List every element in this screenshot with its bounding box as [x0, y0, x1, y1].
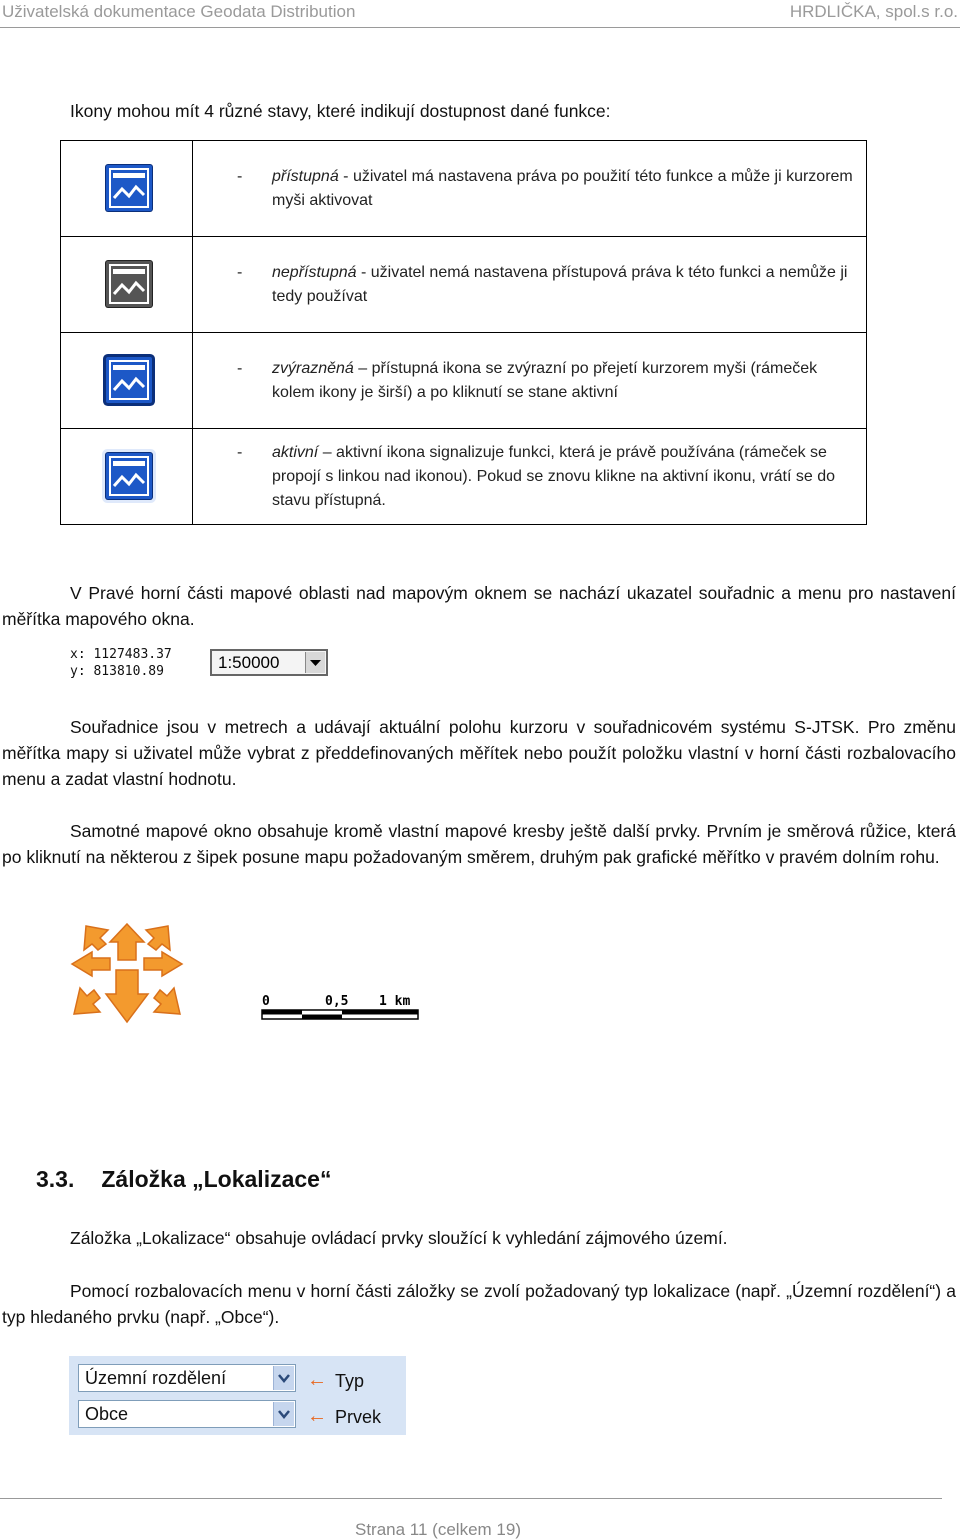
bullet-dash: - — [237, 359, 243, 377]
state-desc: - uživatel nemá nastavena přístupová práva k této funkci a nemůže ji tedy používat — [272, 263, 848, 305]
state-description — [272, 165, 858, 213]
type-label: Typ — [335, 1371, 365, 1391]
arrow-down-right-icon — [154, 988, 180, 1014]
scale-label-1km: 1 km — [379, 994, 411, 1009]
bullet-dash: - — [237, 443, 243, 461]
state-row — [61, 237, 867, 333]
chart-icon-unavailable — [106, 261, 152, 307]
arrow-left-icon — [72, 952, 110, 976]
chart-icon-active — [106, 453, 152, 499]
scale-select-value: 1:50000 — [218, 653, 280, 672]
state-text-cell — [193, 429, 867, 525]
direction-rose[interactable] — [70, 922, 184, 1029]
type-select-value: Územní rozdělení — [85, 1368, 227, 1388]
lokalizace-paragraph-2: Pomocí rozbalovacích menu v horní části záložky se zvolí požadovaný typ lokalizace (např. „Územní rozdělení“) a typ hledaného prvku (např. „Obce“). — [2, 1281, 956, 1327]
state-name: aktivní — [272, 443, 319, 461]
chevron-down-icon[interactable] — [273, 1366, 294, 1390]
type-select[interactable] — [78, 1364, 296, 1392]
state-text-cell — [193, 141, 867, 237]
state-row — [61, 141, 867, 237]
coords-paragraph: V Pravé horní části mapové oblasti nad mapovým oknem se nachází ukazatel souřadnic a menu pro nastavení měřítka mapového okna. — [2, 583, 956, 629]
section-heading — [36, 1166, 331, 1193]
state-text-cell — [193, 237, 867, 333]
state-icon-cell — [61, 141, 193, 237]
arrow-right-icon — [144, 952, 182, 976]
arrow-left-icon: ← — [307, 1369, 327, 1391]
coord-x: x: 1127483.37 — [70, 647, 172, 662]
bullet-dash: - — [237, 167, 243, 185]
units-paragraph: Souřadnice jsou v metrech a udávají aktuální polohu kurzoru v souřadnicovém systému S-JTSK. Pro změnu měřítka mapy si uživatel může vybrat z předdefinovaných měřítek nebo použít položku vlastní v horní části rozbalovacího menu a zadat vlastní hodnotu. — [2, 717, 956, 789]
intro-paragraph: Ikony mohou mít 4 různé stavy, které indikují dostupnost dané funkce: — [70, 101, 611, 121]
element-select[interactable] — [78, 1400, 296, 1428]
chart-icon-highlighted — [106, 357, 152, 403]
header-divider — [0, 27, 960, 28]
state-icon-cell — [61, 333, 193, 429]
coordinate-readout — [70, 646, 172, 680]
arrow-up-icon — [110, 924, 144, 960]
state-row — [61, 333, 867, 429]
footer-divider — [0, 1498, 942, 1499]
graphic-scale-bar — [261, 992, 421, 1027]
lokalizace-paragraph-1: Záložka „Lokalizace“ obsahuje ovládací prvky sloužící k vyhledání zájmového území. — [70, 1228, 728, 1248]
scale-label-half: 0,5 — [325, 994, 349, 1009]
state-description — [272, 441, 858, 513]
state-icon-cell — [61, 429, 193, 525]
header-right: HRDLIČKA, spol.s r.o. — [789, 2, 958, 21]
arrow-down-icon — [106, 970, 148, 1022]
chevron-down-icon[interactable] — [273, 1402, 294, 1426]
state-desc: - uživatel má nastavena práva po použití této funkce a může ji kurzorem myši aktivovat — [272, 167, 853, 209]
arrow-up-right-icon — [146, 926, 170, 950]
lokalizace-panel — [69, 1356, 406, 1435]
element-select-value: Obce — [85, 1404, 129, 1424]
state-name: zvýrazněná — [272, 359, 354, 377]
state-icon-cell — [61, 237, 193, 333]
page-footer: Strana 11 (celkem 19) — [355, 1520, 521, 1539]
section-title: Záložka „Lokalizace“ — [101, 1166, 332, 1192]
bullet-dash: - — [237, 263, 243, 281]
state-desc: – přístupná ikona se zvýrazní po přejetí kurzorem myši (rámeček kolem ikony je širší) a po kliknutí se stane aktivní — [272, 359, 818, 401]
map-paragraph: Samotné mapové okno obsahuje kromě vlastní mapové kresby ještě další prvky. Prvním je směrová růžice, která po kliknutí na některou z šipek posune mapu požadovaným směrem, druhým pak grafické měřítko v pravém dolním rohu. — [2, 821, 956, 867]
scale-label-0: 0 — [262, 994, 270, 1009]
state-row — [61, 429, 867, 525]
chart-icon-available — [106, 165, 152, 211]
arrow-down-left-icon — [74, 988, 100, 1014]
state-description — [272, 357, 858, 405]
scale-select[interactable] — [210, 649, 328, 676]
arrow-left-icon: ← — [307, 1405, 327, 1427]
state-name: přístupná — [272, 167, 339, 185]
icon-states-table — [60, 140, 867, 525]
state-name: nepřístupná — [272, 263, 357, 281]
state-desc: – aktivní ikona signalizuje funkci, která je právě používána (rámeček se propojí s linkou nad ikonou). Pokud se znovu klikne na aktivní ikonu, vrátí se do stavu přístupná. — [272, 443, 835, 509]
state-text-cell — [193, 333, 867, 429]
coord-y: y: 813810.89 — [70, 664, 164, 679]
element-label: Prvek — [335, 1407, 382, 1427]
state-description — [272, 261, 858, 309]
header-left: Uživatelská dokumentace Geodata Distribution — [2, 2, 356, 21]
chevron-down-icon[interactable] — [305, 652, 325, 673]
section-number: 3.3. — [36, 1166, 75, 1192]
arrow-up-left-icon — [84, 926, 108, 950]
